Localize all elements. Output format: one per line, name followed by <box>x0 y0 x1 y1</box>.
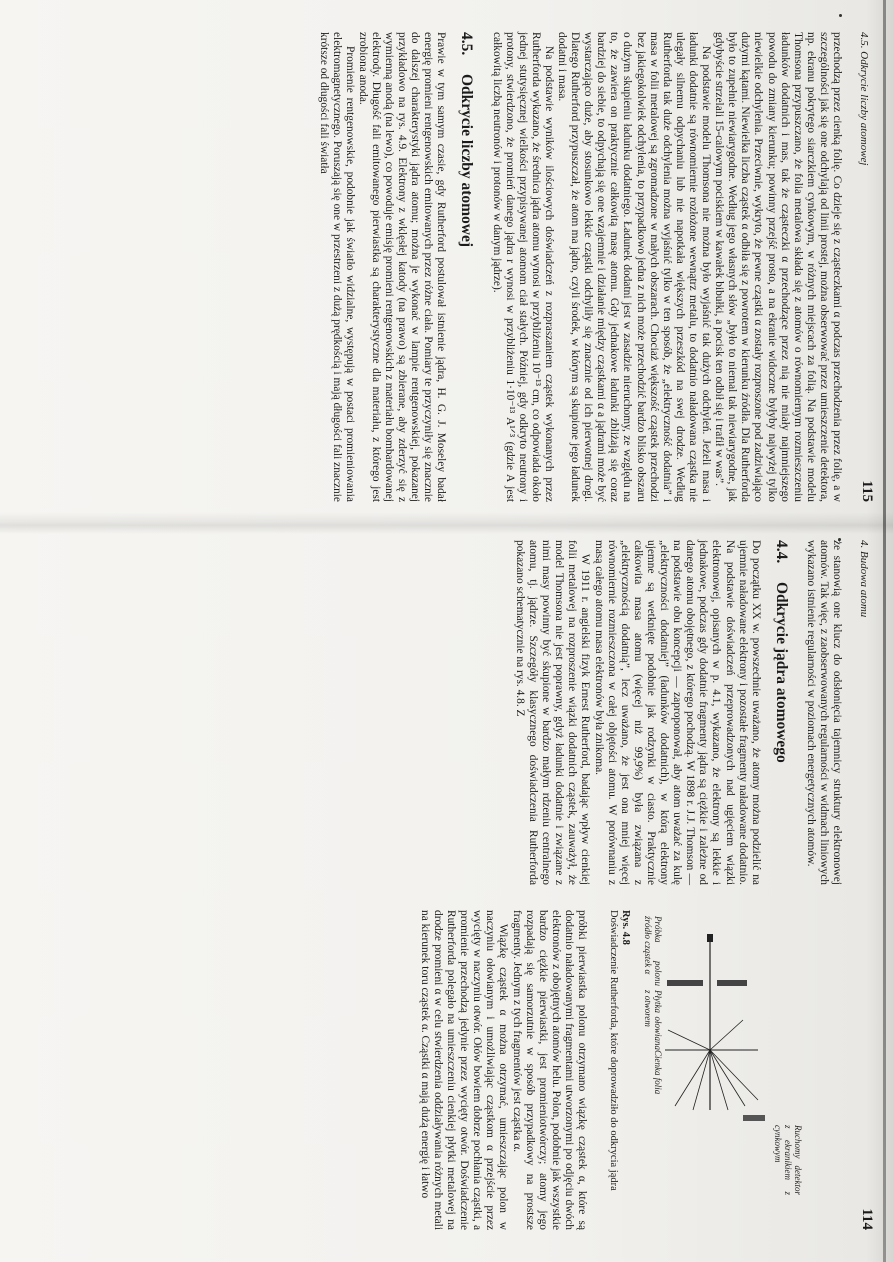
label-thin-foil: Cienka folia <box>653 1050 663 1095</box>
section-number: 4.5. <box>458 32 476 56</box>
polonium-source <box>707 934 713 942</box>
section-number: 4.4. <box>772 540 790 564</box>
caption-title: Rys. 4.8 <box>620 910 631 945</box>
book-binding-shadow <box>0 512 893 534</box>
rutherford-apparatus-diagram <box>643 910 843 1230</box>
body-paragraph: Na podstawie modelu Thomsona nie można było wyjaśnić tak dużych odchyleń. Jeżeli masa i ładunki dodatnie są równomiernie rozłożone wewnątrz metalu, to dodatnio naładowana cząstka nie ulegały silnemu odpychaniu lub nie napotkała większych przeszkód na swej drodze. Według Rutherforda tak duże odchylenia można wyjaśnić tylko w ten sposób, że „elektryczność dodatnia” i masa w folii metalowej są zgromadzone w małych obszarach. Chociaż większość cząstek przechodzi bez jakiegokolwiek odchylenia, to przypadkowo jedna z nich może przechodzić bardzo blisko obszaru o dużym skupieniu ładunku dodatniego. Ładunek dodatni jest w zasadzie nieruchomy, ze względu na to, że zawiera on praktycznie całkowitą masę atomu. Gdy jednakowe ładunki zbliżają się coraz bardziej do siebie, to odpychają się one wzajemnie i działanie między cząstkami α a jądrami może być wystarczająco duże, aby stosunkowo lekkie cząstki odchyliły się znacznie od ich pierwotnej drogi. Dlatego Rutherford przypuszczał, że atom ma jądro, czyli środek, w którym są skupione jego ładunek dodatni i masa. <box>556 32 713 502</box>
body-paragraph: Prawie w tym samym czasie, gdy Rutherford postulował istnienie jądra, H. G. J. Moseley badał energię promieni rentgenowskich emitowanych przez różne ciała. Pomiary te przyczyniły się znacznie do dalszej charakterystyki jądra atomu; można je wykonać w lampie rentgenowskiej, pokazanej przykładowo na rys. 4.9. Elektrony z wklęsłej katody (na prawo) są zbierane, aby zderzyć się z wymienną anodą (na lewo), co powoduje emisję promieni rentgenowskich z materiału bombardowanej elektrody. Długość fali emitowanego pierwiastka są charakterystyczne dla materiału, z którego jest zrobiona anoda. <box>356 32 448 502</box>
detector-screen <box>743 1115 765 1121</box>
body-paragraph: Do początku XX w. powszechnie uważano, że atomy można podzielić na ujemnie naładowane elektrony i pozostałe fragmenty naładowane dodatnio. Na podstawie doświadczeń przeprowadzonych nad ugięciem wiązki elektronowej, opisanych w p. 4.1, wykazano, że elektrony są lekkie i jednakowe, podczas gdy dodatnie fragmenty jądra są ciężkie i zależne od danego atomu obojętnego, z którego pochodzą. W 1898 r. J.J. Thomson — na podstawie obu koncepcji — zaproponował, aby atom uważać za kulę „elektryczności dodatniej” (ładunków dodatnich), w którą elektrony ujemne są wetknięte podobnie jak rodzynki w ciasto. Praktycznie całkowita masa atomu (więcej niż 99,9%) była związana z „elektrycznością dodatnią”, lecz uważano, że jest ona mniej więcej równomiernie rozmieszczona w całej objętości atomu. W porównaniu z masą całego atomu masa elektronów była znikoma. <box>592 540 762 885</box>
running-head <box>851 32 873 502</box>
body-paragraph: przechodzą przez cienką folię. Co dzieje się z cząsteczkami α podczas przechodzenia przez folię, a w szczególności jak się one odchylają od linii prostej, można obserwować przez umieszczenie detektora, np. ekranu pokrytego siarczkiem cynkowym, w różnych miejscach za folią. Na podstawie modelu Thomsona przypuszczano, że folia metalowa składa się z atomów o równomiernym rozmieszczeniu ładunków dodatnich i mas, tak że cząsteczki α przechodzące przez nią nie miały najmniejszego powodu do zmiany kierunku; powinny przejść prosto, a na ekranie widoczne byłyby najwyżej tylko niewielkie odchylenia. Przeciwnie, wykryto, że pewne cząstki α zostały rozproszone pod zadziwiająco dużymi kątami. Niewielka liczba cząstek α odbiła się z powrotem w kierunku źródła. Dla Rutherforda było to zupełnie niewiarygodne. Według jego własnych słów „było to niemal tak niewiarygodne, jak gdybyście strzelali 15-calowym pociskiem w kawałek bibułki, a pocisk ten odbił się i trafił w was”. <box>713 32 843 502</box>
page-114 <box>38 540 873 1230</box>
scattered-ray <box>710 1050 745 1106</box>
section-running-title: 4.5. Odkrycie liczby atomowej <box>858 32 870 166</box>
lead-plate-bottom <box>667 980 703 986</box>
section-title: Odkrycie jądra atomowego <box>772 582 790 763</box>
body-paragraph: próbki pierwiastka polonu otrzymano wiązkę cząstek α, które są dodatnio naładowanymi fragmentami utworzonymi po odjęciu dwóch elektronów z obojętnych atomów helu. Polon, podobnie jak wszystkie bardzo ciężkie pierwiastki, jest promieniotwórczy; atomy jego rozpadają się samorzutnie w sposób przypadkowy na prostsze fragmenty. Jednym z tych fragmentów jest cząstka α. <box>510 910 588 1230</box>
section-heading <box>772 540 790 885</box>
label-detector: Ruchomy detektor z ekranikiem z cynkowym <box>773 1125 803 1195</box>
page-number: 115 <box>859 480 875 502</box>
running-head <box>851 540 873 1230</box>
body-paragraph: Na podstawie wyników ilościowych doświadczeń z rozpraszaniem cząstek wykonanych przez Rutherforda wykazano, że średnica jądra atomu wynosi w przybliżeniu 10⁻¹³ cm, co odpowiada około jednej stutysięcznej wielkości przypisywanej atomom ciał stałych. Później, gdy odkryto neutrony i protony, stwierdzono, że promień danego jądra r wynosi w przybliżeniu 1·10⁻¹³ A¹ᐟ³ (gdzie A jest całkowitą liczbą neutronów i protonów w danym jądrze). <box>490 32 555 502</box>
body-paragraph: W 1911 r. angielski fizyk Ernest Rutherford, badając wpływ cienkiej folii metalowej na rozproszenie wiązki dodatnich cząstek, zauważył, że model Thomsona nie jest poprawny, gdyż ładunki dodatnie i związane z nimi masy powinny być skupione w bardzo małym rdzeniu centralnego atomu, tj. jądrze. Szczegóły klasycznego doświadczenia Rutherforda pokazano schematycznie na rys. 4.8. Z <box>514 540 592 885</box>
figure-caption <box>607 910 631 1230</box>
scan-speck <box>839 14 842 17</box>
page-edge <box>883 0 886 1262</box>
right-column-text <box>418 910 588 1230</box>
scattered-ray <box>675 1050 710 1106</box>
left-column <box>513 540 843 885</box>
back-scattered-ray <box>710 1020 743 1050</box>
page-115 <box>38 32 873 502</box>
label-lead-plate: Płytka ołowiana z otworem <box>643 990 663 1050</box>
chapter-title: 4. Budowa atomu <box>858 540 870 618</box>
caption-text: Doświadczenie Rutherforda, które doprowadziło do odkrycia jądra <box>608 910 619 1191</box>
intro-paragraph: że stanowią one klucz do odsłonięcia tajemnicy struktury elektronowej atomów. Tak więc, z zaobserwowanych regularności w widmach liniowych wykazano istnienie regularności w poziomach energetycznych atomów. <box>804 540 843 885</box>
label-polonium-source: Próbka polonu źródło cząstek α <box>643 916 663 986</box>
figure-rutherford-experiment <box>543 910 843 1230</box>
page-number: 114 <box>859 1208 875 1230</box>
lead-plate-top <box>717 980 747 986</box>
section-title: Odkrycie liczby atomowej <box>458 74 476 248</box>
page-body <box>317 32 843 502</box>
body-paragraph: Wiązkę cząstek α można otrzymać, umieszczając polon w naczyniu ołowianym i umożliwiając cząstkom α przejście przez wycięty w naczyniu otwór. Ołów bowiem dobrze pochłania cząstki, a promienie przechodzą jedynie przez wycięty otwór. Doświadczenie Rutherforda polegało na umieszczeniu cienkiej płytki metalowej na drodze promieni α w celu stwierdzenia oddziaływania różnych metali na kierunek toru cząstek α. Cząstki α mają dużą energię i łatwo <box>418 910 510 1230</box>
section-heading <box>457 32 475 502</box>
body-paragraph: Promienie rentgenowskie, podobnie jak światło widzialne, występują w postaci promieniowania elektromagnetycznego. Poruszają się one w przestrzeni z dużą prędkością i mają długości fali znacznie krótsze od długości fali światła <box>317 32 356 502</box>
scattered-ray <box>693 1050 710 1110</box>
right-column <box>8 910 843 1230</box>
back-scattered-ray <box>668 1030 710 1050</box>
